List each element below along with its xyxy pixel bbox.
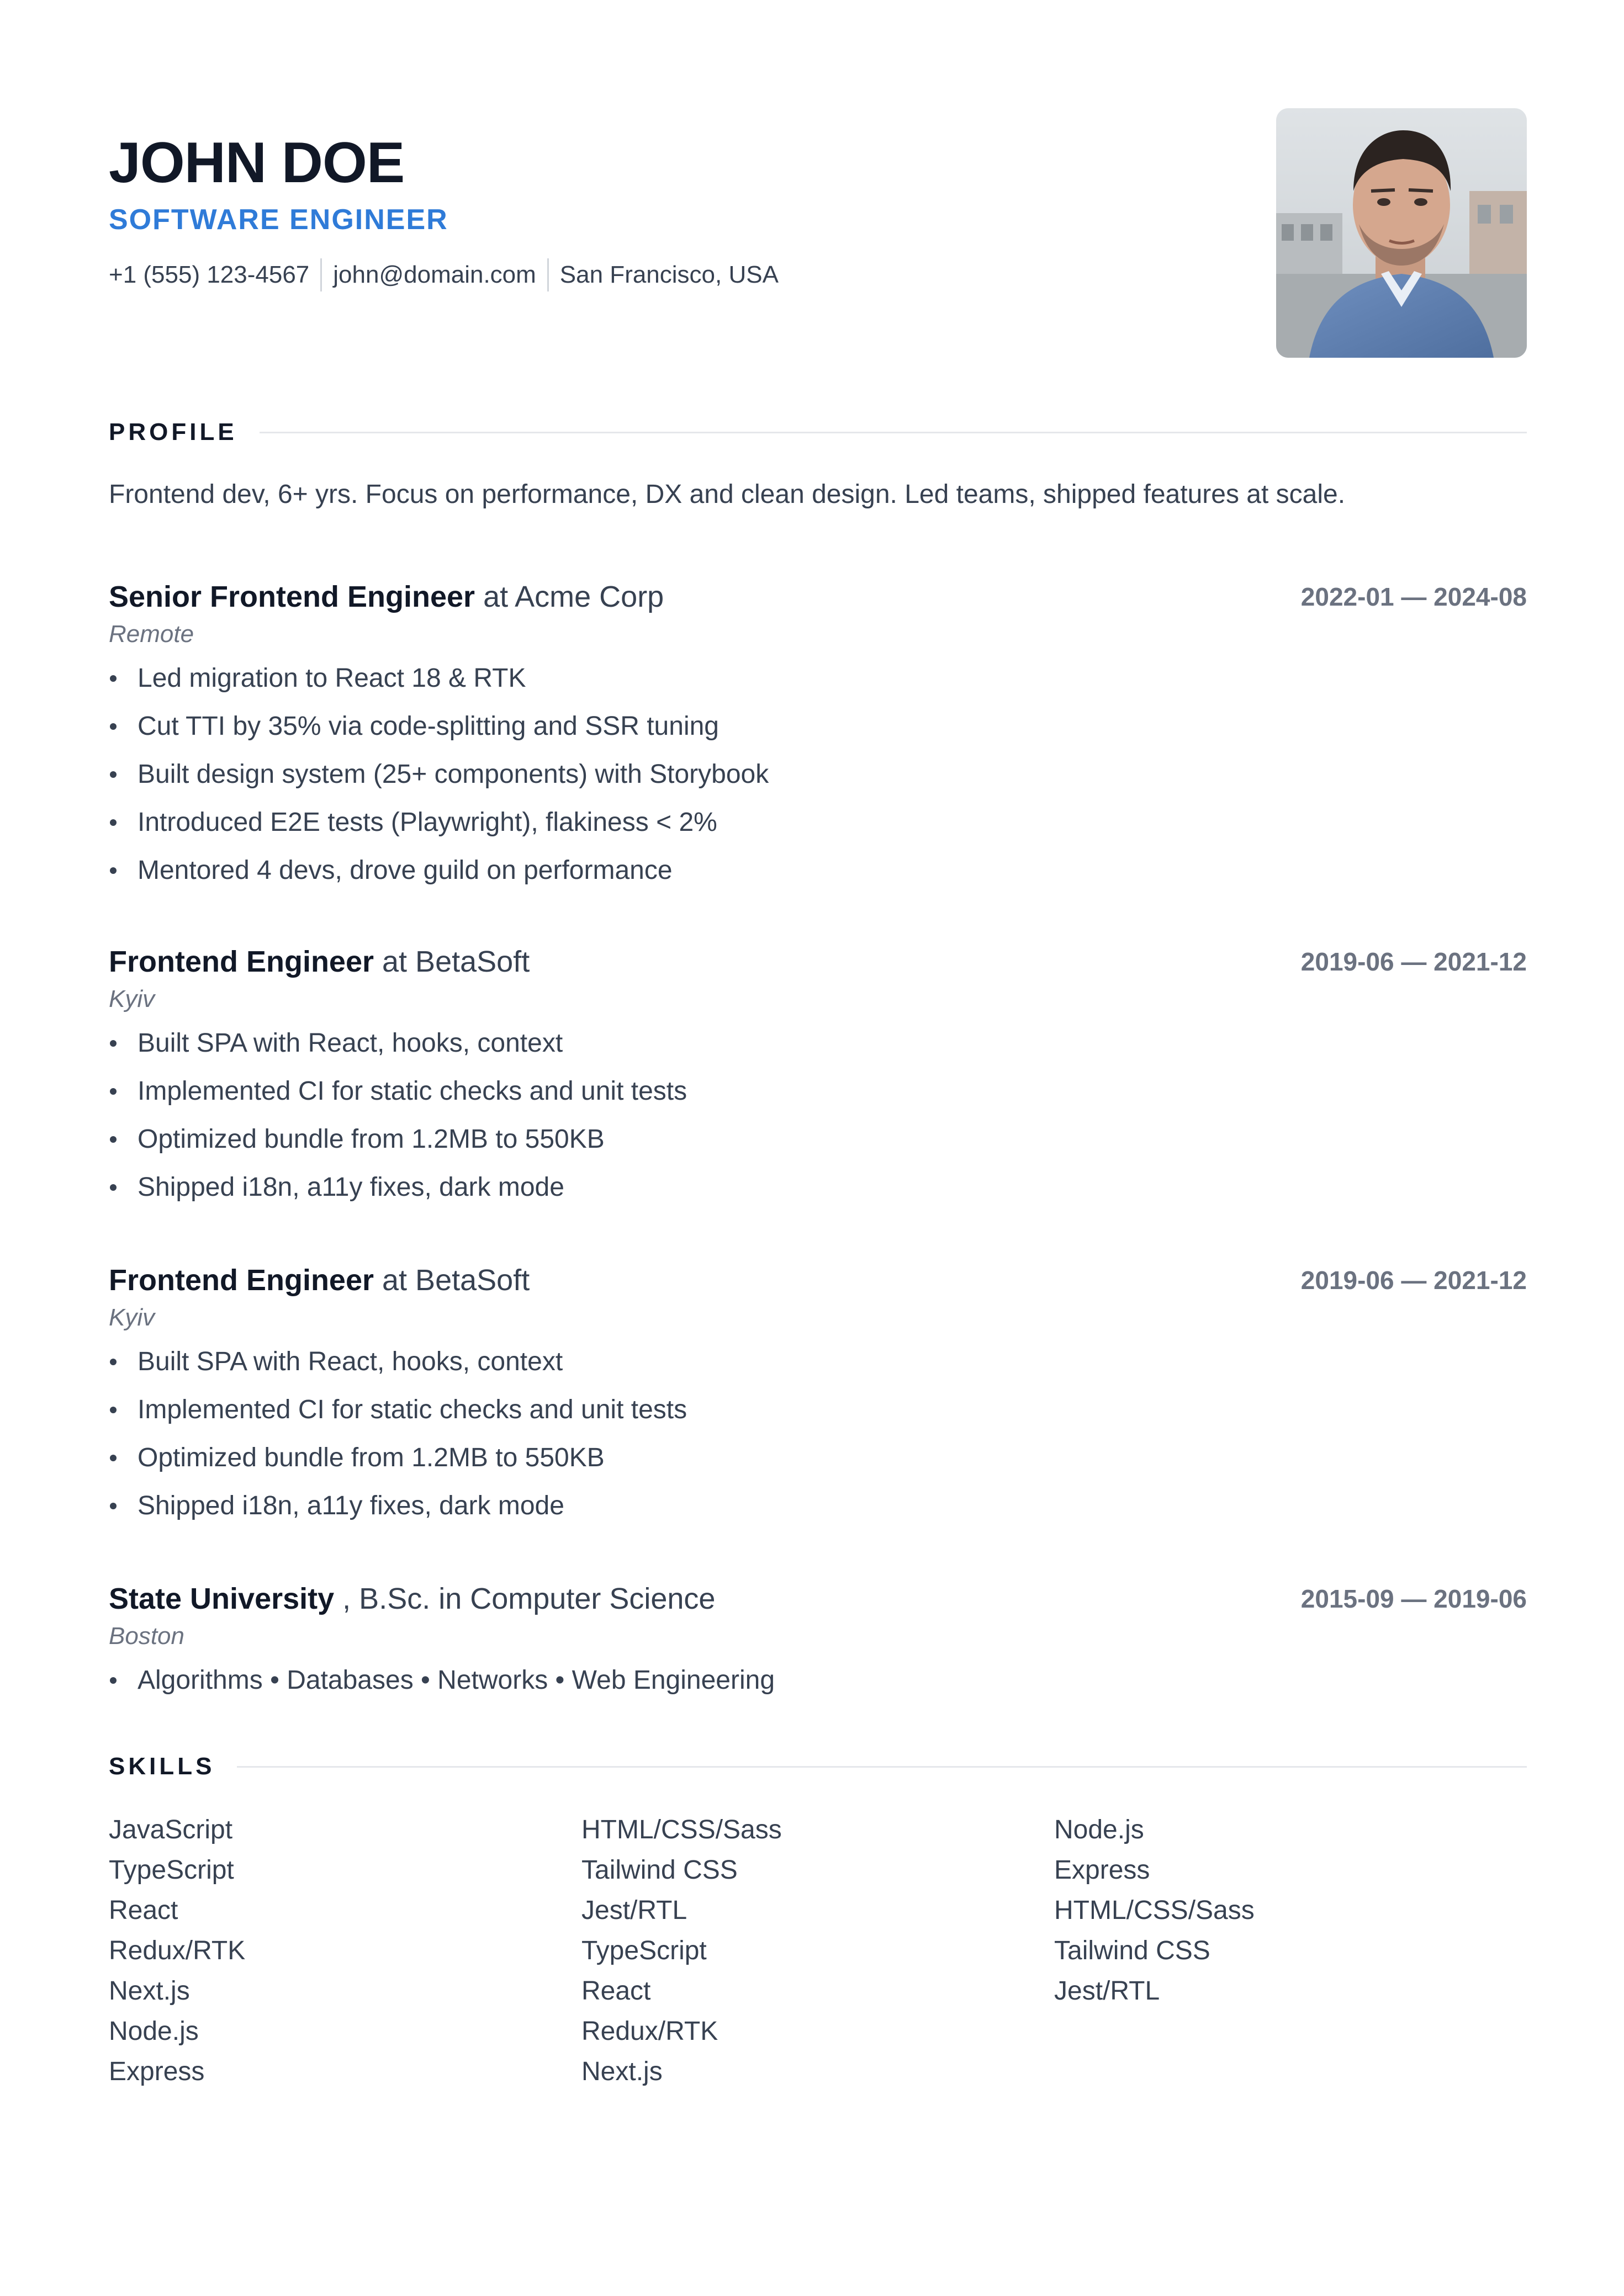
section-divider — [237, 1766, 1527, 1768]
experience-entry — [109, 1260, 1527, 1530]
skill-item: Jest/RTL — [1054, 1976, 1160, 2006]
resume-header — [109, 0, 1527, 386]
skills-column — [109, 1810, 581, 2092]
company: at BetaSoft — [374, 1264, 530, 1297]
entry-header — [109, 577, 1527, 617]
list-item: Shipped i18n, a11y fixes, dark mode — [109, 1482, 1527, 1530]
skill-item: Next.js — [581, 2057, 663, 2086]
skill-item: Jest/RTL — [581, 1896, 687, 1925]
skill-item: Node.js — [1054, 1815, 1144, 1844]
section-divider — [260, 432, 1527, 433]
achievement-list — [109, 1338, 1527, 1530]
list-item: Optimized bundle from 1.2MB to 550KB — [109, 1115, 1527, 1163]
job-role: Senior Frontend Engineer — [109, 580, 475, 613]
skills-grid — [109, 1810, 1527, 2092]
skill-item: HTML/CSS/Sass — [1054, 1896, 1255, 1925]
profile-photo — [1276, 108, 1527, 358]
achievement-list — [109, 654, 1527, 894]
skill-item: Tailwind CSS — [581, 1855, 738, 1885]
course-list — [109, 1656, 1527, 1704]
email-address: john@domain.com — [320, 258, 547, 291]
skill-item: Redux/RTK — [109, 1936, 246, 1965]
school-location: Boston — [109, 1622, 184, 1650]
skill-item: Redux/RTK — [581, 2017, 718, 2046]
list-item: Shipped i18n, a11y fixes, dark mode — [109, 1163, 1527, 1211]
school-name: State University — [109, 1582, 335, 1615]
education-entry — [109, 1579, 1527, 1704]
job-location: Remote — [109, 621, 194, 648]
location: San Francisco, USA — [547, 258, 790, 291]
list-item: Implemented CI for static checks and unit tests — [109, 1067, 1527, 1115]
date-range: 2019-06 — 2021-12 — [1300, 1266, 1527, 1295]
list-item: Built SPA with React, hooks, context — [109, 1019, 1527, 1067]
company: at BetaSoft — [374, 945, 530, 978]
list-item: Algorithms • Databases • Networks • Web Engineering — [109, 1656, 1527, 1704]
profile-heading: PROFILE — [109, 418, 237, 446]
job-location: Kyiv — [109, 985, 155, 1012]
company: at Acme Corp — [475, 580, 664, 613]
job-role: Frontend Engineer — [109, 1264, 374, 1297]
profile-summary: Frontend dev, 6+ yrs. Focus on performance, DX and clean design. Led teams, shipped features at scale. — [109, 480, 1346, 509]
skill-item: Express — [1054, 1855, 1150, 1885]
list-item: Introduced E2E tests (Playwright), flakiness < 2% — [109, 798, 1527, 846]
list-item: Mentored 4 devs, drove guild on performance — [109, 846, 1527, 894]
entry-header — [109, 1579, 1527, 1619]
list-item: Led migration to React 18 & RTK — [109, 654, 1527, 702]
skills-section-heading — [109, 1753, 1527, 1780]
candidate-title: SOFTWARE ENGINEER — [109, 204, 448, 236]
degree: , B.Sc. in Computer Science — [334, 1582, 716, 1615]
skill-item: React — [581, 1976, 651, 2006]
list-item: Implemented CI for static checks and unit tests — [109, 1386, 1527, 1434]
skill-item: JavaScript — [109, 1815, 233, 1844]
list-item: Optimized bundle from 1.2MB to 550KB — [109, 1434, 1527, 1482]
candidate-name: JOHN DOE — [109, 131, 405, 195]
experience-entry — [109, 942, 1527, 1211]
skill-item: TypeScript — [109, 1855, 234, 1885]
skill-item: Tailwind CSS — [1054, 1936, 1210, 1965]
skill-item: HTML/CSS/Sass — [581, 1815, 782, 1844]
date-range: 2022-01 — 2024-08 — [1300, 582, 1527, 611]
achievement-list — [109, 1019, 1527, 1211]
phone-number: +1 (555) 123-4567 — [109, 261, 310, 288]
list-item: Cut TTI by 35% via code-splitting and SSR tuning — [109, 702, 1527, 750]
profile-section-heading — [109, 418, 1527, 446]
skill-item: React — [109, 1896, 178, 1925]
list-item: Built SPA with React, hooks, context — [109, 1338, 1527, 1386]
job-location: Kyiv — [109, 1304, 155, 1331]
skills-heading: SKILLS — [109, 1753, 215, 1780]
entry-header — [109, 1260, 1527, 1300]
skill-item: TypeScript — [581, 1936, 707, 1965]
skills-column — [581, 1810, 1054, 2092]
skill-item: Express — [109, 2057, 205, 2086]
experience-entry — [109, 577, 1527, 894]
date-range: 2015-09 — 2019-06 — [1300, 1584, 1527, 1613]
skill-item: Next.js — [109, 1976, 190, 2006]
skills-column — [1054, 1810, 1527, 2092]
job-role: Frontend Engineer — [109, 945, 374, 978]
skill-item: Node.js — [109, 2017, 199, 2046]
contact-line — [109, 258, 790, 291]
date-range: 2019-06 — 2021-12 — [1300, 947, 1527, 976]
entry-header — [109, 942, 1527, 982]
list-item: Built design system (25+ components) with Storybook — [109, 750, 1527, 798]
